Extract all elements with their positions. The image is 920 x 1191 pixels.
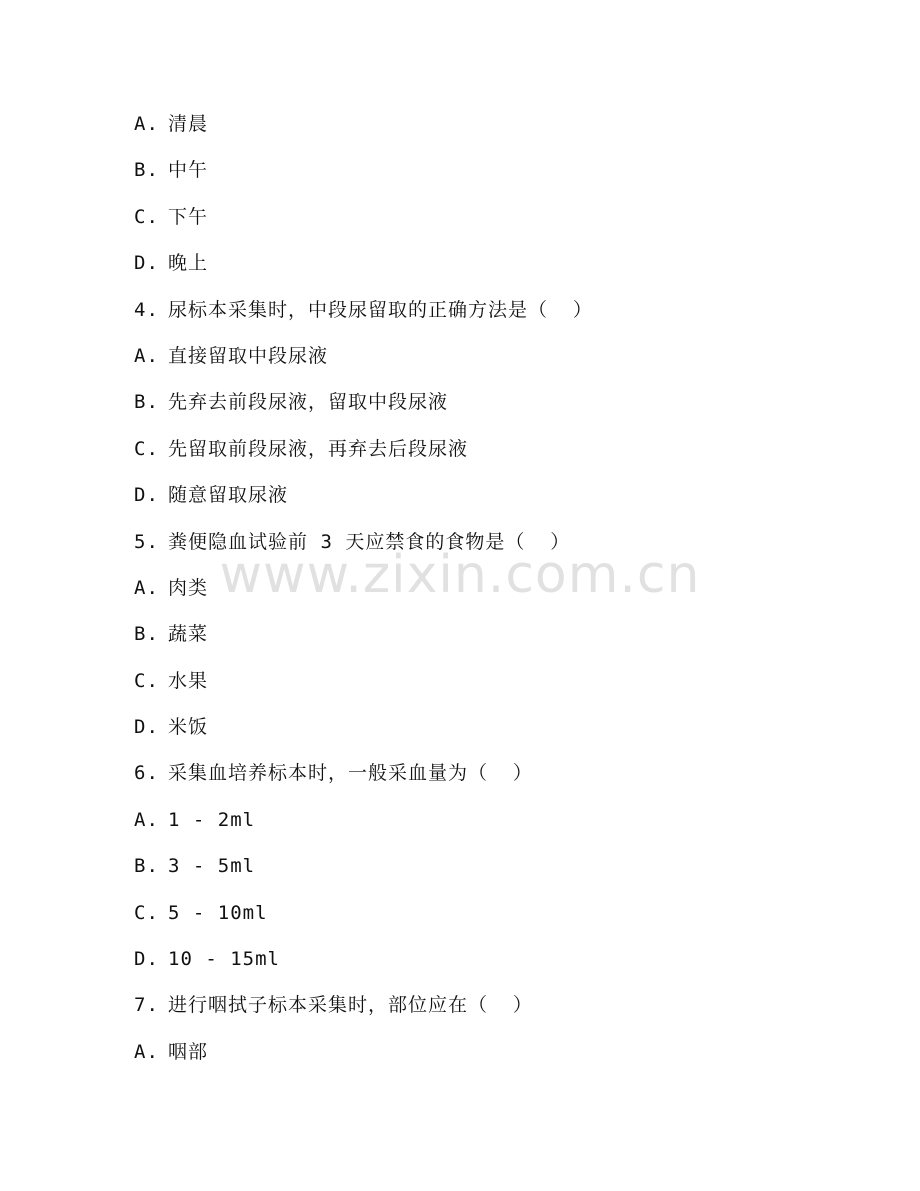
option-line — [134, 618, 593, 664]
option-line — [134, 433, 593, 479]
option-line — [134, 340, 593, 386]
option-line — [134, 154, 593, 200]
option-marker: D. — [134, 948, 159, 971]
option-text: 晚上 — [168, 252, 209, 275]
question-number: 6. — [134, 762, 159, 785]
option-marker: A. — [134, 1040, 159, 1063]
question-text: 进行咽拭子标本采集时，部位应在（ ） — [168, 994, 533, 1017]
option-text: 水果 — [168, 669, 209, 692]
option-marker: A. — [134, 344, 159, 367]
option-marker: C. — [134, 669, 159, 692]
option-marker: A. — [134, 576, 159, 599]
option-line — [134, 247, 593, 293]
option-line — [134, 201, 593, 247]
option-line — [134, 897, 593, 943]
option-text: 米饭 — [168, 716, 209, 739]
option-line — [134, 943, 593, 989]
question-text: 粪便隐血试验前 3 天应禁食的食物是（ ） — [168, 530, 571, 553]
option-marker: B. — [134, 855, 159, 878]
option-marker: B. — [134, 623, 159, 646]
option-line — [134, 850, 593, 896]
option-text: 直接留取中段尿液 — [168, 344, 329, 367]
option-text: 10 - 15ml — [168, 948, 280, 971]
option-line — [134, 1036, 593, 1082]
option-line — [134, 479, 593, 525]
question-line — [134, 757, 593, 803]
option-line — [134, 665, 593, 711]
option-line — [134, 804, 593, 850]
option-marker: A. — [134, 113, 159, 135]
option-line — [134, 572, 593, 618]
option-text: 3 - 5ml — [168, 855, 256, 878]
question-number: 5. — [134, 530, 159, 553]
option-text: 随意留取尿液 — [168, 484, 289, 507]
question-line — [134, 526, 593, 572]
option-marker: A. — [134, 808, 159, 831]
option-marker: D. — [134, 484, 159, 507]
question-number: 7. — [134, 994, 159, 1017]
question-line — [134, 989, 593, 1035]
option-line — [134, 386, 593, 432]
option-text: 先弃去前段尿液，留取中段尿液 — [168, 391, 449, 414]
option-text: 蔬菜 — [168, 623, 209, 646]
option-text: 5 - 10ml — [168, 901, 268, 924]
option-marker: B. — [134, 391, 159, 414]
option-marker: D. — [134, 252, 159, 275]
option-marker: C. — [134, 437, 159, 460]
question-list — [134, 108, 593, 1082]
option-marker: C. — [134, 205, 159, 228]
watermark: www.zixin.com.cn — [219, 545, 701, 605]
option-marker: C. — [134, 901, 159, 924]
option-marker: D. — [134, 716, 159, 739]
option-text: 下午 — [168, 205, 209, 228]
option-text: 1 - 2ml — [168, 808, 256, 831]
option-marker: B. — [134, 159, 159, 182]
question-number: 4. — [134, 298, 159, 321]
question-text: 采集血培养标本时，一般采血量为（ ） — [168, 762, 533, 785]
option-text: 先留取前段尿液，再弃去后段尿液 — [168, 437, 469, 460]
option-line — [134, 711, 593, 757]
option-text: 咽部 — [168, 1040, 209, 1063]
question-text: 尿标本采集时，中段尿留取的正确方法是（ ） — [168, 298, 593, 321]
option-text: 中午 — [168, 159, 209, 182]
option-text: 肉类 — [168, 576, 209, 599]
question-line — [134, 294, 593, 340]
option-line — [134, 108, 593, 154]
option-text: 清晨 — [168, 113, 209, 135]
